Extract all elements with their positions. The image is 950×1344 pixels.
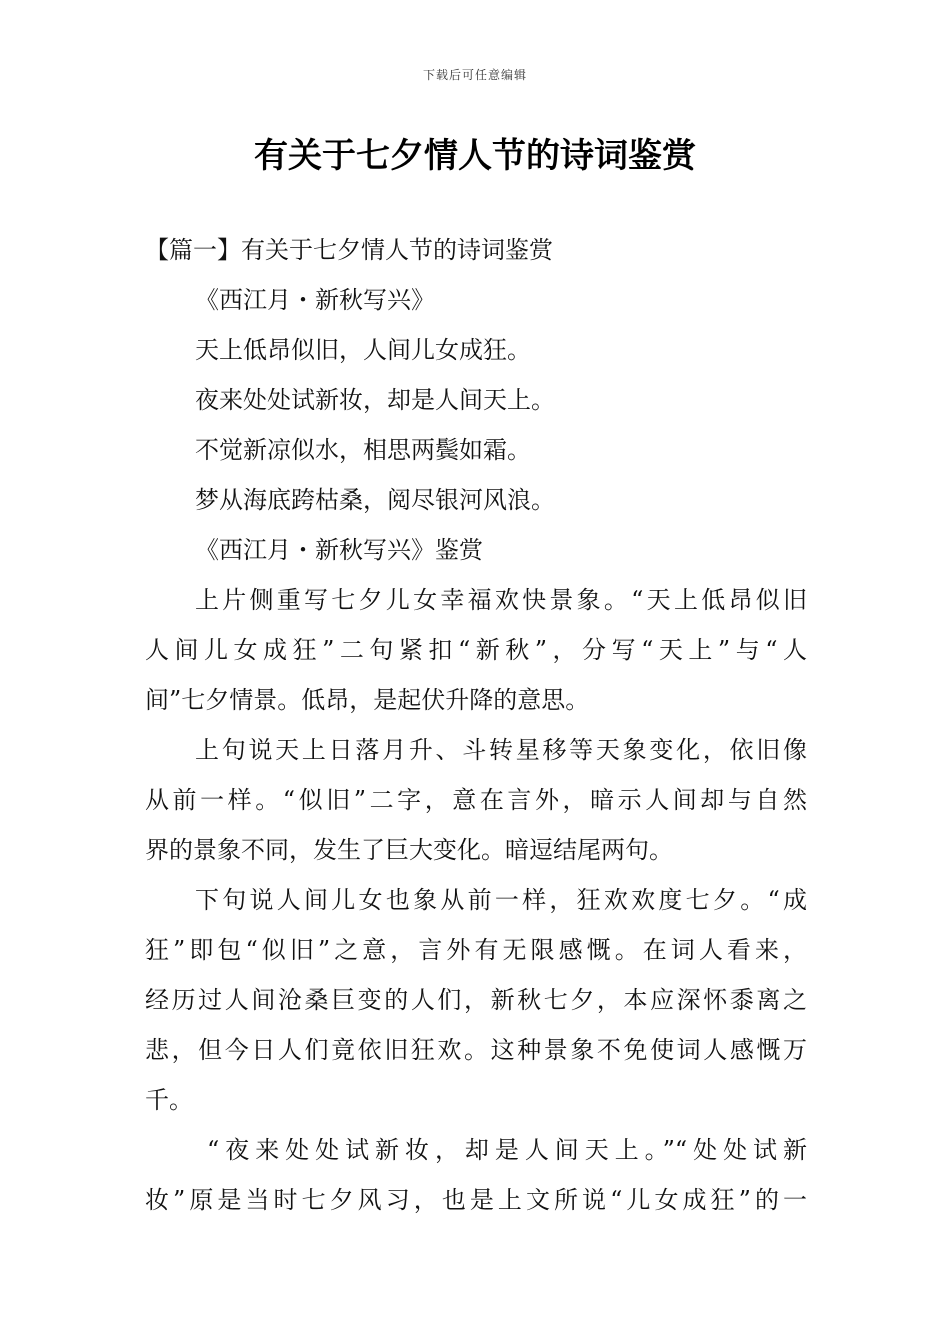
- paragraph-line: 千。: [145, 1086, 193, 1114]
- paragraph-line: 界的景象不同，发生了巨大变化。暗逗结尾两句。: [145, 836, 673, 864]
- paragraph-line: 经历过人间沧桑巨变的人们，新秋七夕，本应深怀黍离之: [145, 986, 807, 1014]
- paragraph-line: 下句说人间儿女也象从前一样，狂欢欢度七夕。“成: [195, 886, 807, 914]
- document-body: [145, 225, 807, 1225]
- document-title: 有关于七夕情人节的诗词鉴赏: [254, 136, 696, 176]
- paragraph-line: 间”七夕情景。低昂，是起伏升降的意思。: [145, 686, 590, 714]
- section-heading: 【篇一】有关于七夕情人节的诗词鉴赏: [145, 236, 553, 264]
- paragraph-line: “夜来处处试新妆，却是人间天上。”“处处试新: [207, 1136, 807, 1164]
- paragraph-line: 从前一样。“似旧”二字，意在言外，暗示人间却与自然: [145, 786, 807, 814]
- poem-title: 《西江月・新秋写兴》: [195, 286, 435, 314]
- poem-line: 夜来处处试新妆，却是人间天上。: [195, 386, 555, 414]
- appreciation-title: 《西江月・新秋写兴》鉴赏: [195, 536, 483, 564]
- paragraph-line: 妆”原是当时七夕风习，也是上文所说“儿女成狂”的一: [145, 1186, 807, 1214]
- header-note: 下载后可任意编辑: [422, 68, 527, 82]
- paragraph-line: 人间儿女成狂”二句紧扣“新秋”，分写“天上”与“人: [145, 636, 807, 664]
- paragraph-line: 上片侧重写七夕儿女幸福欢快景象。“天上低昂似旧: [195, 586, 807, 614]
- paragraph-line: 狂”即包“似旧”之意，言外有无限感慨。在词人看来，: [145, 936, 807, 964]
- paragraph-line: 上句说天上日落月升、斗转星移等天象变化，依旧像: [195, 736, 807, 764]
- paragraph-line: 悲，但今日人们竟依旧狂欢。这种景象不免使词人感慨万: [145, 1036, 807, 1064]
- poem-line: 不觉新凉似水，相思两鬓如霜。: [195, 436, 531, 464]
- poem-line: 梦从海底跨枯桑，阅尽银河风浪。: [195, 486, 555, 514]
- poem-line: 天上低昂似旧，人间儿女成狂。: [195, 336, 531, 364]
